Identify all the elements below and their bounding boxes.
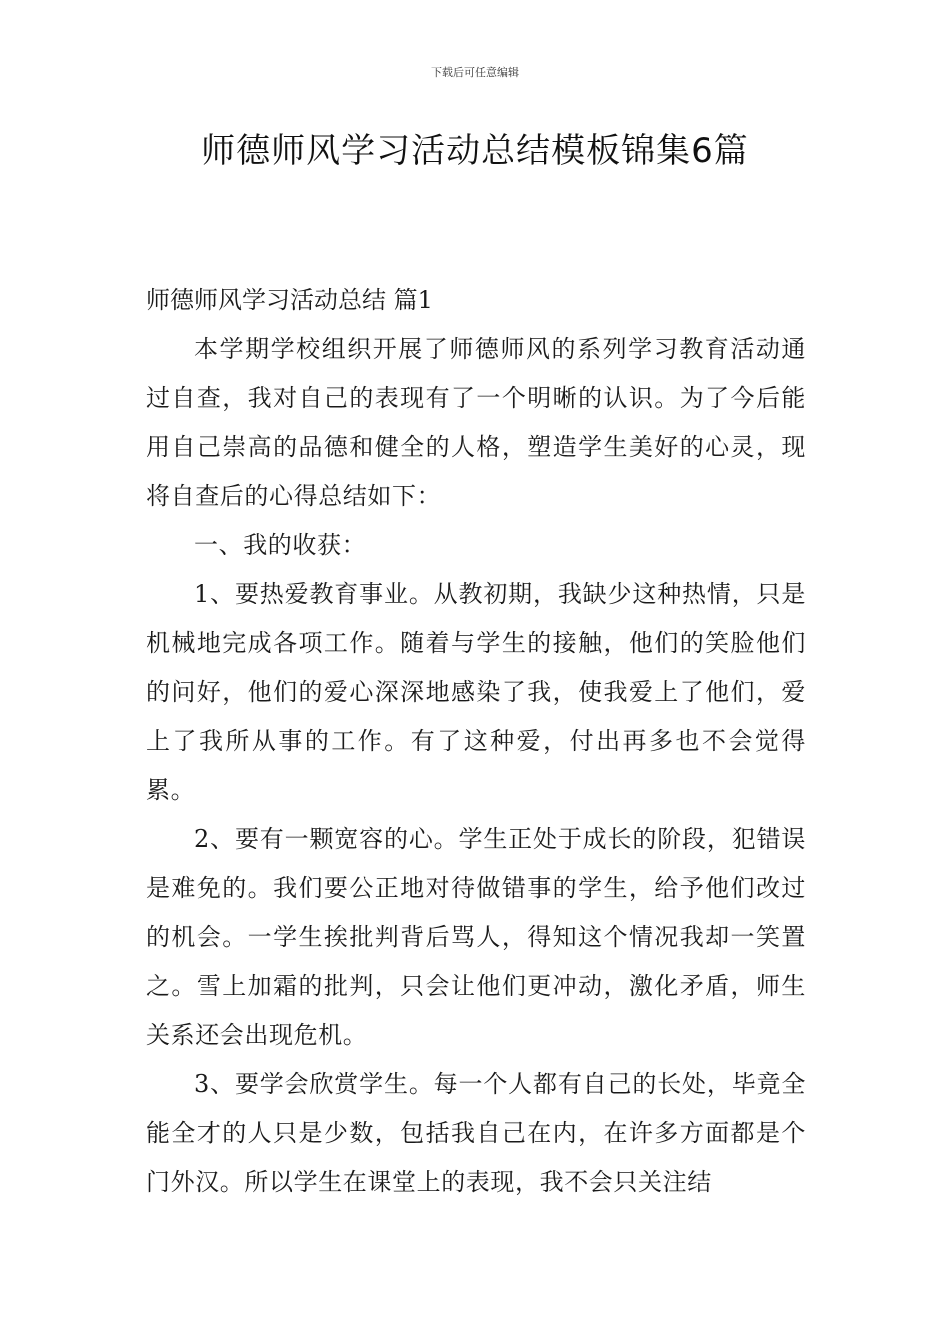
paragraph-subheading: 一、我的收获： — [194, 531, 367, 559]
paragraph-item-2: 2、要有一颗宽容的心。学生正处于成长的阶段，犯错误是难免的。我们要公正地对待做错事的学生，给予他们改过的机会。一学生挨批判背后骂人，得知这个情况我却一笑置之。雪上加霜的批判，只会让他们更冲动，激化矛盾，师生关系还会出现危机。 — [146, 825, 806, 1049]
document-title: 师德师风学习活动总结模板锦集6篇 — [201, 131, 749, 171]
header-note: 下载后可任意编辑 — [431, 66, 519, 79]
document-body — [146, 276, 806, 1207]
paragraph-intro: 本学期学校组织开展了师德师风的系列学习教育活动通过自查，我对自己的表现有了一个明晰的认识。为了今后能用自己崇高的品德和健全的人格，塑造学生美好的心灵，现将自查后的心得总结如下： — [146, 335, 806, 510]
paragraph-item-1: 1、要热爱教育事业。从教初期，我缺少这种热情，只是机械地完成各项工作。随着与学生的接触，他们的笑脸他们的问好，他们的爱心深深地感染了我，使我爱上了他们，爱上了我所从事的工作。有了这种爱，付出再多也不会觉得累。 — [146, 580, 806, 804]
paragraph-item-3: 3、要学会欣赏学生。每一个人都有自己的长处，毕竟全能全才的人只是少数，包括我自己在内，在许多方面都是个门外汉。所以学生在课堂上的表现，我不会只关注结 — [146, 1070, 806, 1196]
section-heading: 师德师风学习活动总结 篇1 — [146, 286, 433, 314]
